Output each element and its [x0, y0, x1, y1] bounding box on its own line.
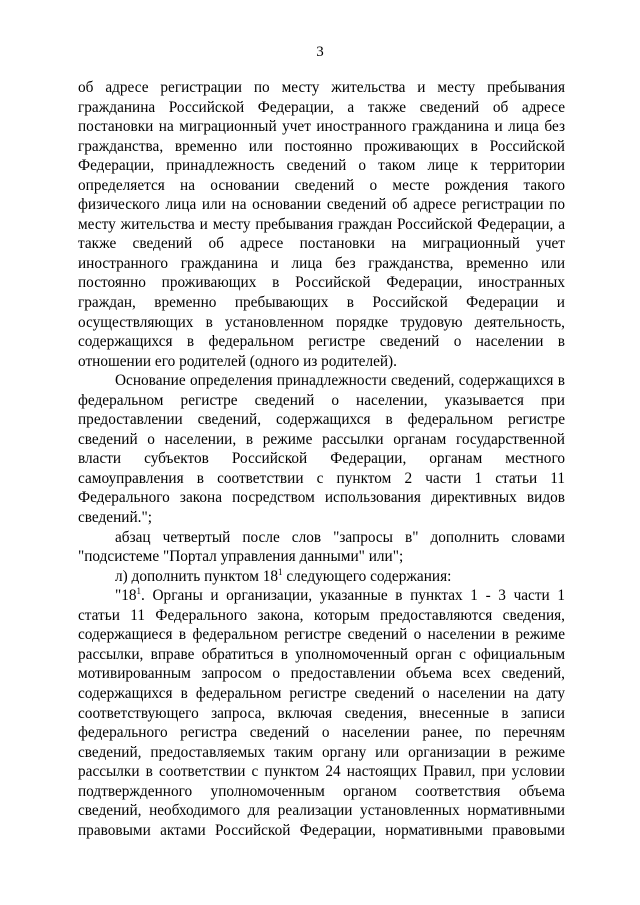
item-l-text-after: следующего содержания: [282, 567, 452, 585]
paragraph-basis-of-ownership: Основание определения принадлежности сведений, содержащихся в федеральном регистре сведений о населении, указывается при предоставлении сведений, содержащихся в федеральном регистре сведений о населении, в режиме рассылки органам государственной власти субъектов Российской Федерации, органам местного самоуправления в соответствии с пунктом 2 части 1 статьи 11 Федерального закона посредством использования директивных видов сведений."; [78, 372, 565, 527]
item-l-text-before: л) дополнить пунктом 18 [115, 567, 278, 585]
page-number: 3 [316, 44, 324, 60]
item-l-superscript: 1 [278, 566, 283, 577]
paragraph-item-l [78, 567, 565, 587]
point-18-superscript: 1 [136, 586, 142, 597]
point-18-text-after: . Органы и организации, указанные в пунктах 1 - 3 части 1 статьи 11 Федерального закона, которым предоставляются сведения, содержащиеся в федеральном регистре сведений о населении в режиме рассылки, вправе обратиться в уполномоченный орган с официальным мотивированным запросом о предоставлении объема всех сведений, содержащихся в федеральном регистре сведений о населении на дату соответствующего запроса, включая сведения, внесенные в записи федерального регистра сведений о населении ранее, по перечням сведений, предоставляемых таким органу или организации в режиме рассылки в соответствии с пунктом 24 настоящих Правил, при условии подтвержденного уполномоченным органом соответствия объема сведений, необходимого для реализации установленных нормативными правовыми актами Российской Федерации, нормативными правовыми [78, 587, 565, 839]
point-18-text-before: "18 [115, 587, 137, 605]
paragraph-fourth-abzac-amendment: абзац четвертый после слов "запросы в" дополнить словами "подсистеме "Портал управления данными" или"; [78, 528, 565, 566]
paragraph-point-18-1 [78, 586, 565, 840]
document-body [78, 78, 565, 840]
paragraph-address-registration: об адресе регистрации по месту жительства и месту пребывания гражданина Российской Федерации, а также сведений об адресе постановки на миграционный учет иностранного гражданина и лица без гражданства, временно или постоянно проживающих в Российской Федерации, принадлежность сведений о таком лице к территории определяется на основании сведений о месте рождения такого физического лица или на основании сведений об адресе регистрации по месту жительства и месту пребывания граждан Российской Федерации, а также сведений об адресе постановки на миграционный учет иностранного гражданина и лица без гражданства, временно или постоянно проживающих в Российской Федерации, иностранных граждан, временно пребывающих в Российской Федерации и осуществляющих в установленном порядке трудовую деятельность, содержащихся в федеральном регистре сведений о населении в отношении его родителей (одного из родителей). [78, 79, 565, 370]
